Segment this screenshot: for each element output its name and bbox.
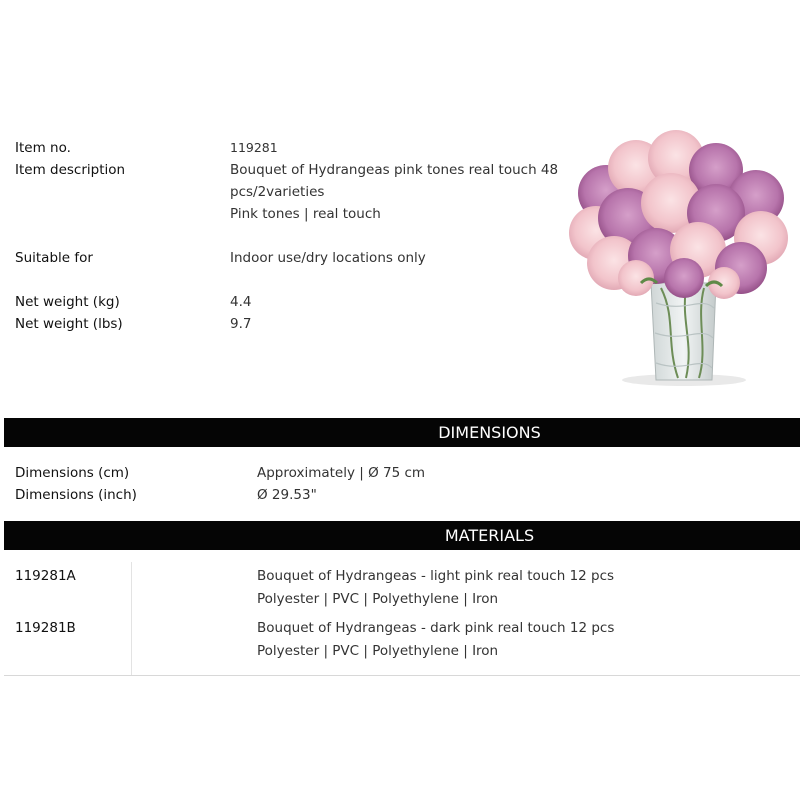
suitable-for-value: Indoor use/dry locations only bbox=[230, 250, 426, 266]
dimensions-inch-label: Dimensions (inch) bbox=[15, 487, 137, 503]
dimensions-inch-value: Ø 29.53" bbox=[257, 487, 317, 503]
material-item-code: 119281A bbox=[15, 568, 76, 584]
net-weight-lbs-label: Net weight (lbs) bbox=[15, 316, 123, 332]
item-description-label: Item description bbox=[15, 162, 126, 178]
item-description-row-3 bbox=[15, 203, 575, 225]
suitable-for-row bbox=[15, 247, 575, 269]
materials-table bbox=[4, 562, 800, 676]
dimensions-table bbox=[15, 462, 795, 506]
material-item bbox=[4, 562, 800, 614]
item-description-value-line3: Pink tones | real touch bbox=[230, 206, 381, 222]
item-no-label: Item no. bbox=[15, 140, 71, 156]
item-no-row bbox=[15, 137, 575, 159]
net-weight-kg-row bbox=[15, 291, 575, 313]
material-item-code: 119281B bbox=[15, 620, 76, 636]
item-info-table bbox=[15, 137, 575, 335]
net-weight-kg-label: Net weight (kg) bbox=[15, 294, 120, 310]
item-no-value: 119281 bbox=[230, 140, 278, 155]
dimensions-cm-value: Approximately | Ø 75 cm bbox=[257, 465, 426, 481]
item-description-row-2 bbox=[15, 181, 575, 203]
material-item-description: Bouquet of Hydrangeas - dark pink real touch 12 pcs bbox=[257, 620, 615, 636]
material-item-description: Bouquet of Hydrangeas - light pink real touch 12 pcs bbox=[257, 568, 615, 584]
suitable-for-label: Suitable for bbox=[15, 250, 93, 266]
net-weight-lbs-value: 9.7 bbox=[230, 316, 252, 332]
material-item bbox=[4, 614, 800, 666]
hydrangea-bouquet bbox=[569, 130, 788, 299]
material-item-materials: Polyester | PVC | Polyethylene | Iron bbox=[257, 643, 499, 659]
item-description-value-line1: Bouquet of Hydrangeas pink tones real touch 48 bbox=[230, 162, 559, 178]
dimensions-header bbox=[4, 418, 800, 447]
net-weight-lbs-row bbox=[15, 313, 575, 335]
item-description-row bbox=[15, 159, 575, 181]
item-description-value-line2: pcs/2varieties bbox=[230, 184, 325, 200]
dimensions-heading: DIMENSIONS bbox=[438, 423, 541, 442]
net-weight-kg-value: 4.4 bbox=[230, 294, 252, 310]
material-item-materials: Polyester | PVC | Polyethylene | Iron bbox=[257, 591, 499, 607]
product-photo bbox=[566, 128, 796, 398]
materials-heading: MATERIALS bbox=[444, 526, 535, 545]
materials-header bbox=[4, 521, 800, 550]
dimensions-cm-label: Dimensions (cm) bbox=[15, 465, 130, 481]
dimensions-cm-row bbox=[15, 462, 795, 484]
dimensions-inch-row bbox=[15, 484, 795, 506]
